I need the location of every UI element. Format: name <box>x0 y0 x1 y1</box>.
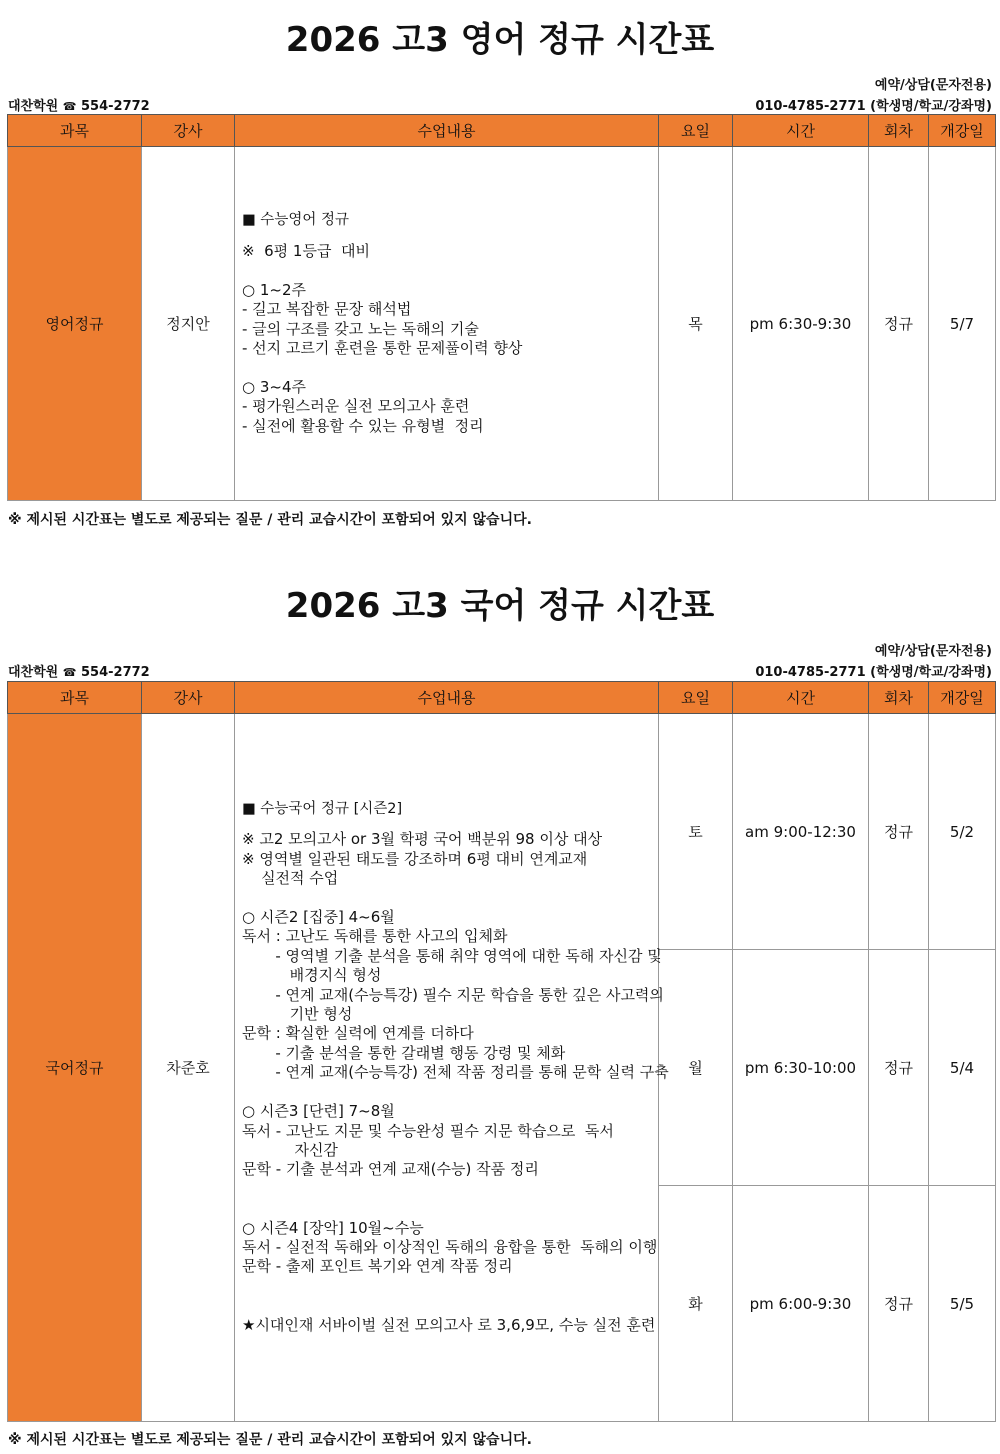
english-contact <box>8 95 150 114</box>
table-header-row <box>8 682 996 714</box>
english-reserve-number: 010-4785-2771 (학생명/학교/강좌명) <box>755 99 992 114</box>
english-phone: 554-2772 <box>81 99 150 114</box>
time-cell: pm 6:00-9:30 <box>733 1186 869 1422</box>
teacher-cell: 정지안 <box>142 147 235 501</box>
korean-footnote: ※ 제시된 시간표는 별도로 제공되는 질문 / 관리 교습시간이 포함되어 있지 않습니다. <box>8 1432 532 1448</box>
korean-reserve-label: 예약/상담(문자전용) <box>874 644 992 659</box>
teacher-cell: 차준호 <box>142 714 235 1422</box>
korean-phone: 554-2772 <box>81 665 150 680</box>
course-description: ※ 고2 모의고사 or 3월 학평 국어 백분위 98 이상 대상 ※ 영역별 일관된 태도를 강조하며 6평 대비 연계교재 실전적 수업 ○ 시즌2 [집중] 4~6월 독서 : 고난도 독해를 통한 사고의 입체화 - 영역별 기출 분석을 통해 취약 영역에 대한 독해 자신감 및 배경지식 형성 - 연계 교재(수능특강) 필수 지문 학습을 통한 깊은 사고력의 기반 형성 문학 : 확실한 실력에 연계를 더하다 - 기출 분석을 통한 갈래별 행동 강령 및 체화 - 연계 교재(수능특강) 전체 작품 정리를 통해 문학 실력 구축 ○ 시즌3 [단련] 7~8월 독서 - 고난도 지문 및 수능완성 필수 지문 학습으로 독서 자신감 문학 - 기출 분석과 연계 교재(수능) 작품 정리 ○ 시즌4 [장악] 10월~수능 독서 - 실전적 독해와 이상적인 독해의 융합을 통한 독해의 이행 문학 - 출제 포인트 복기와 연계 작품 정리 ★시대인재 서바이벌 실전 모의고사 로 3,6,9모, 수능 실전 훈련 <box>242 830 669 1334</box>
day-cell: 토 <box>659 714 733 950</box>
day-cell: 목 <box>659 147 733 501</box>
header-day: 요일 <box>659 115 733 147</box>
korean-contact <box>8 661 150 680</box>
session-cell: 정규 <box>869 950 929 1186</box>
course-description: ※ 6평 1등급 대비 ○ 1~2주 - 길고 복잡한 문장 해석법 - 글의 구조를 갖고 노는 독해의 기술 - 선지 고르기 훈련을 통한 문제풀이력 향상 ○ 3~4주 - 평가원스러운 실전 모의고사 훈련 - 실전에 활용할 수 있는 유형별 정리 <box>242 242 523 435</box>
course-heading: ■ 수능국어 정규 [시즌2] <box>242 801 403 818</box>
header-time: 시간 <box>733 115 869 147</box>
korean-page-title: 2026 고3 국어 정규 시간표 <box>285 586 715 626</box>
start-date-cell: 5/4 <box>929 950 996 1186</box>
start-date-cell: 5/5 <box>929 1186 996 1422</box>
time-cell: pm 6:30-9:30 <box>733 147 869 501</box>
day-cell: 월 <box>659 950 733 1186</box>
start-date-cell: 5/7 <box>929 147 996 501</box>
header-session: 회차 <box>869 682 929 714</box>
header-subject: 과목 <box>8 115 142 147</box>
header-subject: 과목 <box>8 682 142 714</box>
day-cell: 화 <box>659 1186 733 1422</box>
english-page-title: 2026 고3 영어 정규 시간표 <box>285 20 715 60</box>
subject-cell: 영어정규 <box>8 147 142 501</box>
time-cell: am 9:00-12:30 <box>733 714 869 950</box>
table-row <box>8 714 996 950</box>
korean-academy-name: 대찬학원 <box>8 665 59 680</box>
time-cell: pm 6:30-10:00 <box>733 950 869 1186</box>
course-heading: ■ 수능영어 정규 <box>242 211 349 228</box>
english-academy-name: 대찬학원 <box>8 99 59 114</box>
table-row <box>8 147 996 501</box>
header-content: 수업내용 <box>235 115 659 147</box>
header-time: 시간 <box>733 682 869 714</box>
session-cell: 정규 <box>869 1186 929 1422</box>
content-cell <box>235 147 659 501</box>
content-cell <box>235 714 669 1422</box>
korean-reserve-number: 010-4785-2771 (학생명/학교/강좌명) <box>755 665 992 680</box>
session-cell: 정규 <box>869 147 929 501</box>
english-reserve-label: 예약/상담(문자전용) <box>874 78 992 93</box>
session-cell: 정규 <box>869 714 929 950</box>
subject-cell: 국어정규 <box>8 714 142 1422</box>
korean-timetable <box>7 681 996 1422</box>
phone-icon: ☎ <box>62 666 77 679</box>
header-content: 수업내용 <box>235 682 659 714</box>
header-start-date: 개강일 <box>929 115 996 147</box>
header-teacher: 강사 <box>142 682 235 714</box>
header-teacher: 강사 <box>142 115 235 147</box>
header-start-date: 개강일 <box>929 682 996 714</box>
phone-icon: ☎ <box>62 100 77 113</box>
start-date-cell: 5/2 <box>929 714 996 950</box>
header-day: 요일 <box>659 682 733 714</box>
english-footnote: ※ 제시된 시간표는 별도로 제공되는 질문 / 관리 교습시간이 포함되어 있지 않습니다. <box>8 512 532 528</box>
english-timetable <box>7 114 996 501</box>
header-session: 회차 <box>869 115 929 147</box>
table-header-row <box>8 115 996 147</box>
